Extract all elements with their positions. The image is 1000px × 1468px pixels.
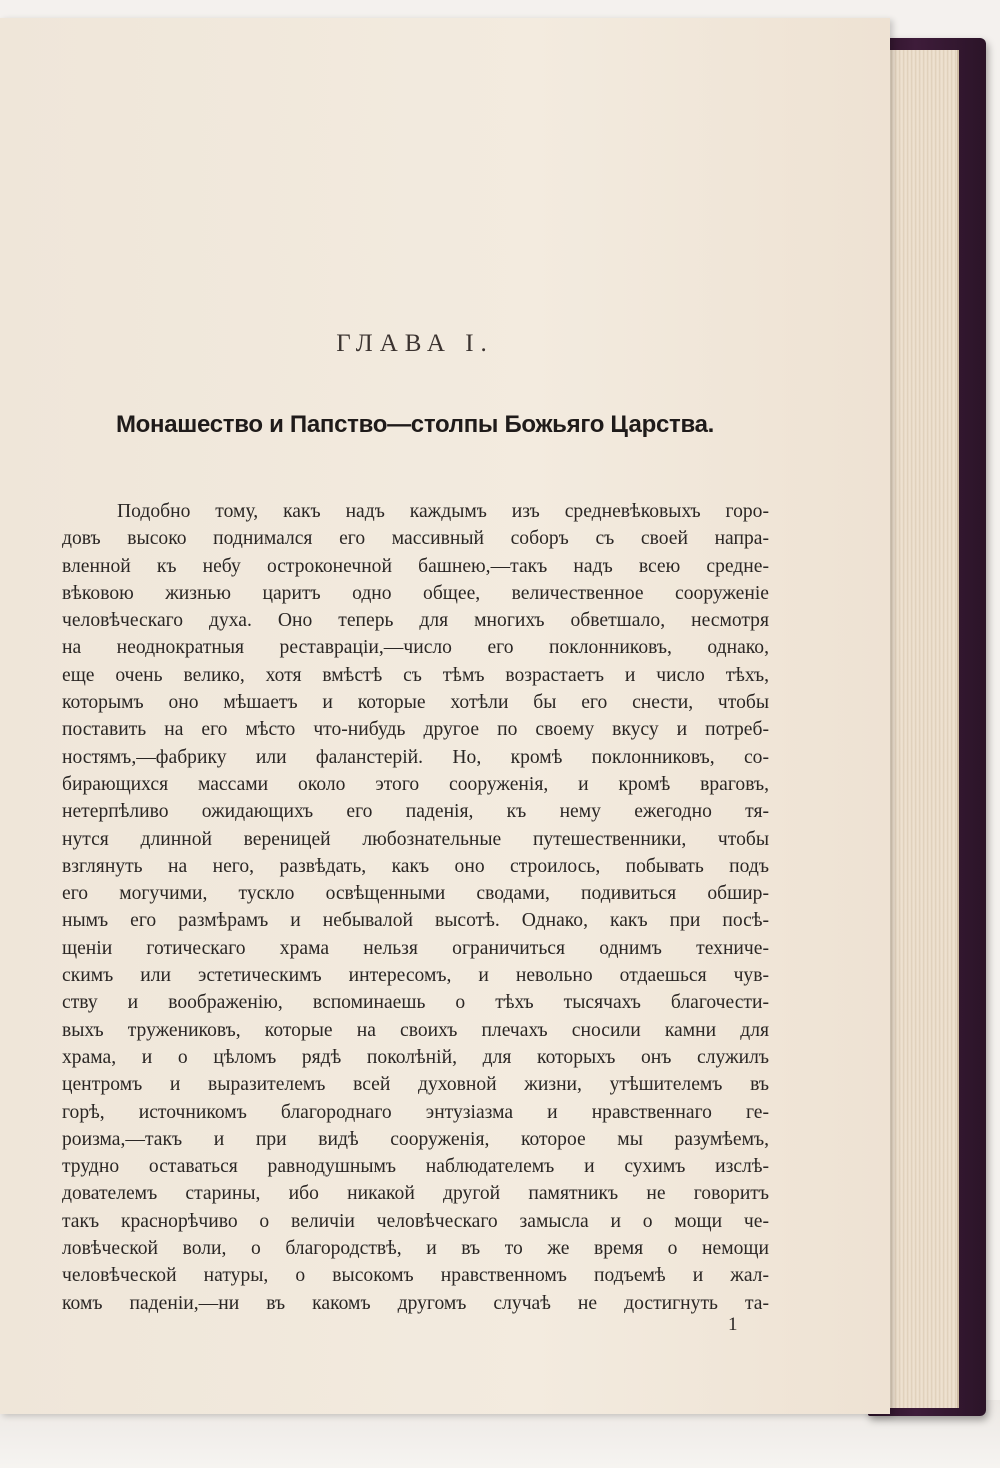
text-line: поставить на его мѣсто что-нибудь другое по своему вкусу и потреб-	[62, 719, 769, 741]
text-line: нетерпѣливо ожидающихъ его паденія, къ нему ежегодно тя-	[62, 801, 769, 823]
book-page	[0, 18, 890, 1414]
text-line: еще очень велико, хотя вмѣстѣ съ тѣмъ возрастаетъ и число тѣхъ,	[62, 664, 769, 686]
text-line: вѣковою жизнью царитъ одно общее, величественное сооруженіе	[62, 582, 769, 604]
text-line: взглянуть на него, развѣдать, какъ оно строилось, побывать подъ	[62, 855, 769, 877]
text-line: комъ паденіи,—ни въ какомъ другомъ случаѣ не достигнуть та-	[62, 1292, 769, 1314]
text-line: ловѣческой воли, о благородствѣ, и въ то же время о немощи	[62, 1238, 769, 1260]
chapter-heading: ГЛАВА I.	[336, 330, 494, 357]
text-line: нымъ его размѣрамъ и небывалой высотѣ. Однако, какъ при посѣ-	[62, 910, 769, 932]
text-line: горѣ, источникомъ благороднаго энтузіазма и нравственнаго ге-	[62, 1101, 769, 1123]
text-line: скимъ или эстетическимъ интересомъ, и невольно отдаешься чув-	[62, 965, 769, 987]
text-line: такъ краснорѣчиво о величіи человѣческаго замысла и о мощи че-	[62, 1210, 769, 1232]
paragraph	[62, 498, 769, 1317]
text-line: которымъ оно мѣшаетъ и которые хотѣли бы его снести, чтобы	[62, 692, 769, 714]
text-line: дователемъ старины, ибо никакой другой памятникъ не говоритъ	[62, 1183, 769, 1205]
chapter-title: Монашество и Папство—столпы Божьяго Царства.	[115, 411, 715, 438]
text-line: храма, и о цѣломъ рядѣ поколѣній, для которыхъ онъ служилъ	[62, 1046, 769, 1068]
text-line: на неоднократныя реставраціи,—число его поклонниковъ, однако,	[62, 637, 769, 659]
text-line: щеніи готическаго храма нельзя ограничиться однимъ техниче-	[62, 937, 769, 959]
text-line: центромъ и выразителемъ всей духовной жизни, утѣшителемъ въ	[62, 1074, 769, 1096]
text-line: человѣческой натуры, о высокомъ нравственномъ подъемѣ и жал-	[62, 1265, 769, 1287]
text-line: Подобно тому, какъ надъ каждымъ изъ средневѣковыхъ горо-	[117, 501, 769, 522]
text-line: роизма,—такъ и при видѣ сооруженія, которое мы разумѣемъ,	[62, 1128, 769, 1150]
text-line: трудно оставаться равнодушнымъ наблюдателемъ и сухимъ изслѣ-	[62, 1156, 769, 1178]
page-number: 1	[728, 1314, 738, 1335]
text-line: человѣческаго духа. Оно теперь для многихъ обветшало, несмотря	[62, 610, 769, 632]
text-line: выхъ тружениковъ, которые на своихъ плечахъ сносили камни для	[62, 1019, 769, 1041]
text-line: его могучими, тускло освѣщенными сводами, подивиться обшир-	[62, 883, 769, 905]
text-line: ству и воображенію, вспоминаешь о тѣхъ тысячахъ благочести-	[62, 992, 769, 1014]
text-line: нутся длинной вереницей любознательные путешественники, чтобы	[62, 828, 769, 850]
text-line: вленной къ небу остроконечной башнею,—такъ надъ всею средне-	[62, 555, 769, 577]
text-line: бирающихся массами около этого сооруженія, и кромѣ враговъ,	[62, 773, 769, 795]
text-line: довъ высоко поднимался его массивный соборъ съ своей напра-	[62, 528, 769, 550]
text-line: ностямъ,—фабрику или фаланстерій. Но, кромѣ поклонниковъ, со-	[62, 746, 769, 768]
